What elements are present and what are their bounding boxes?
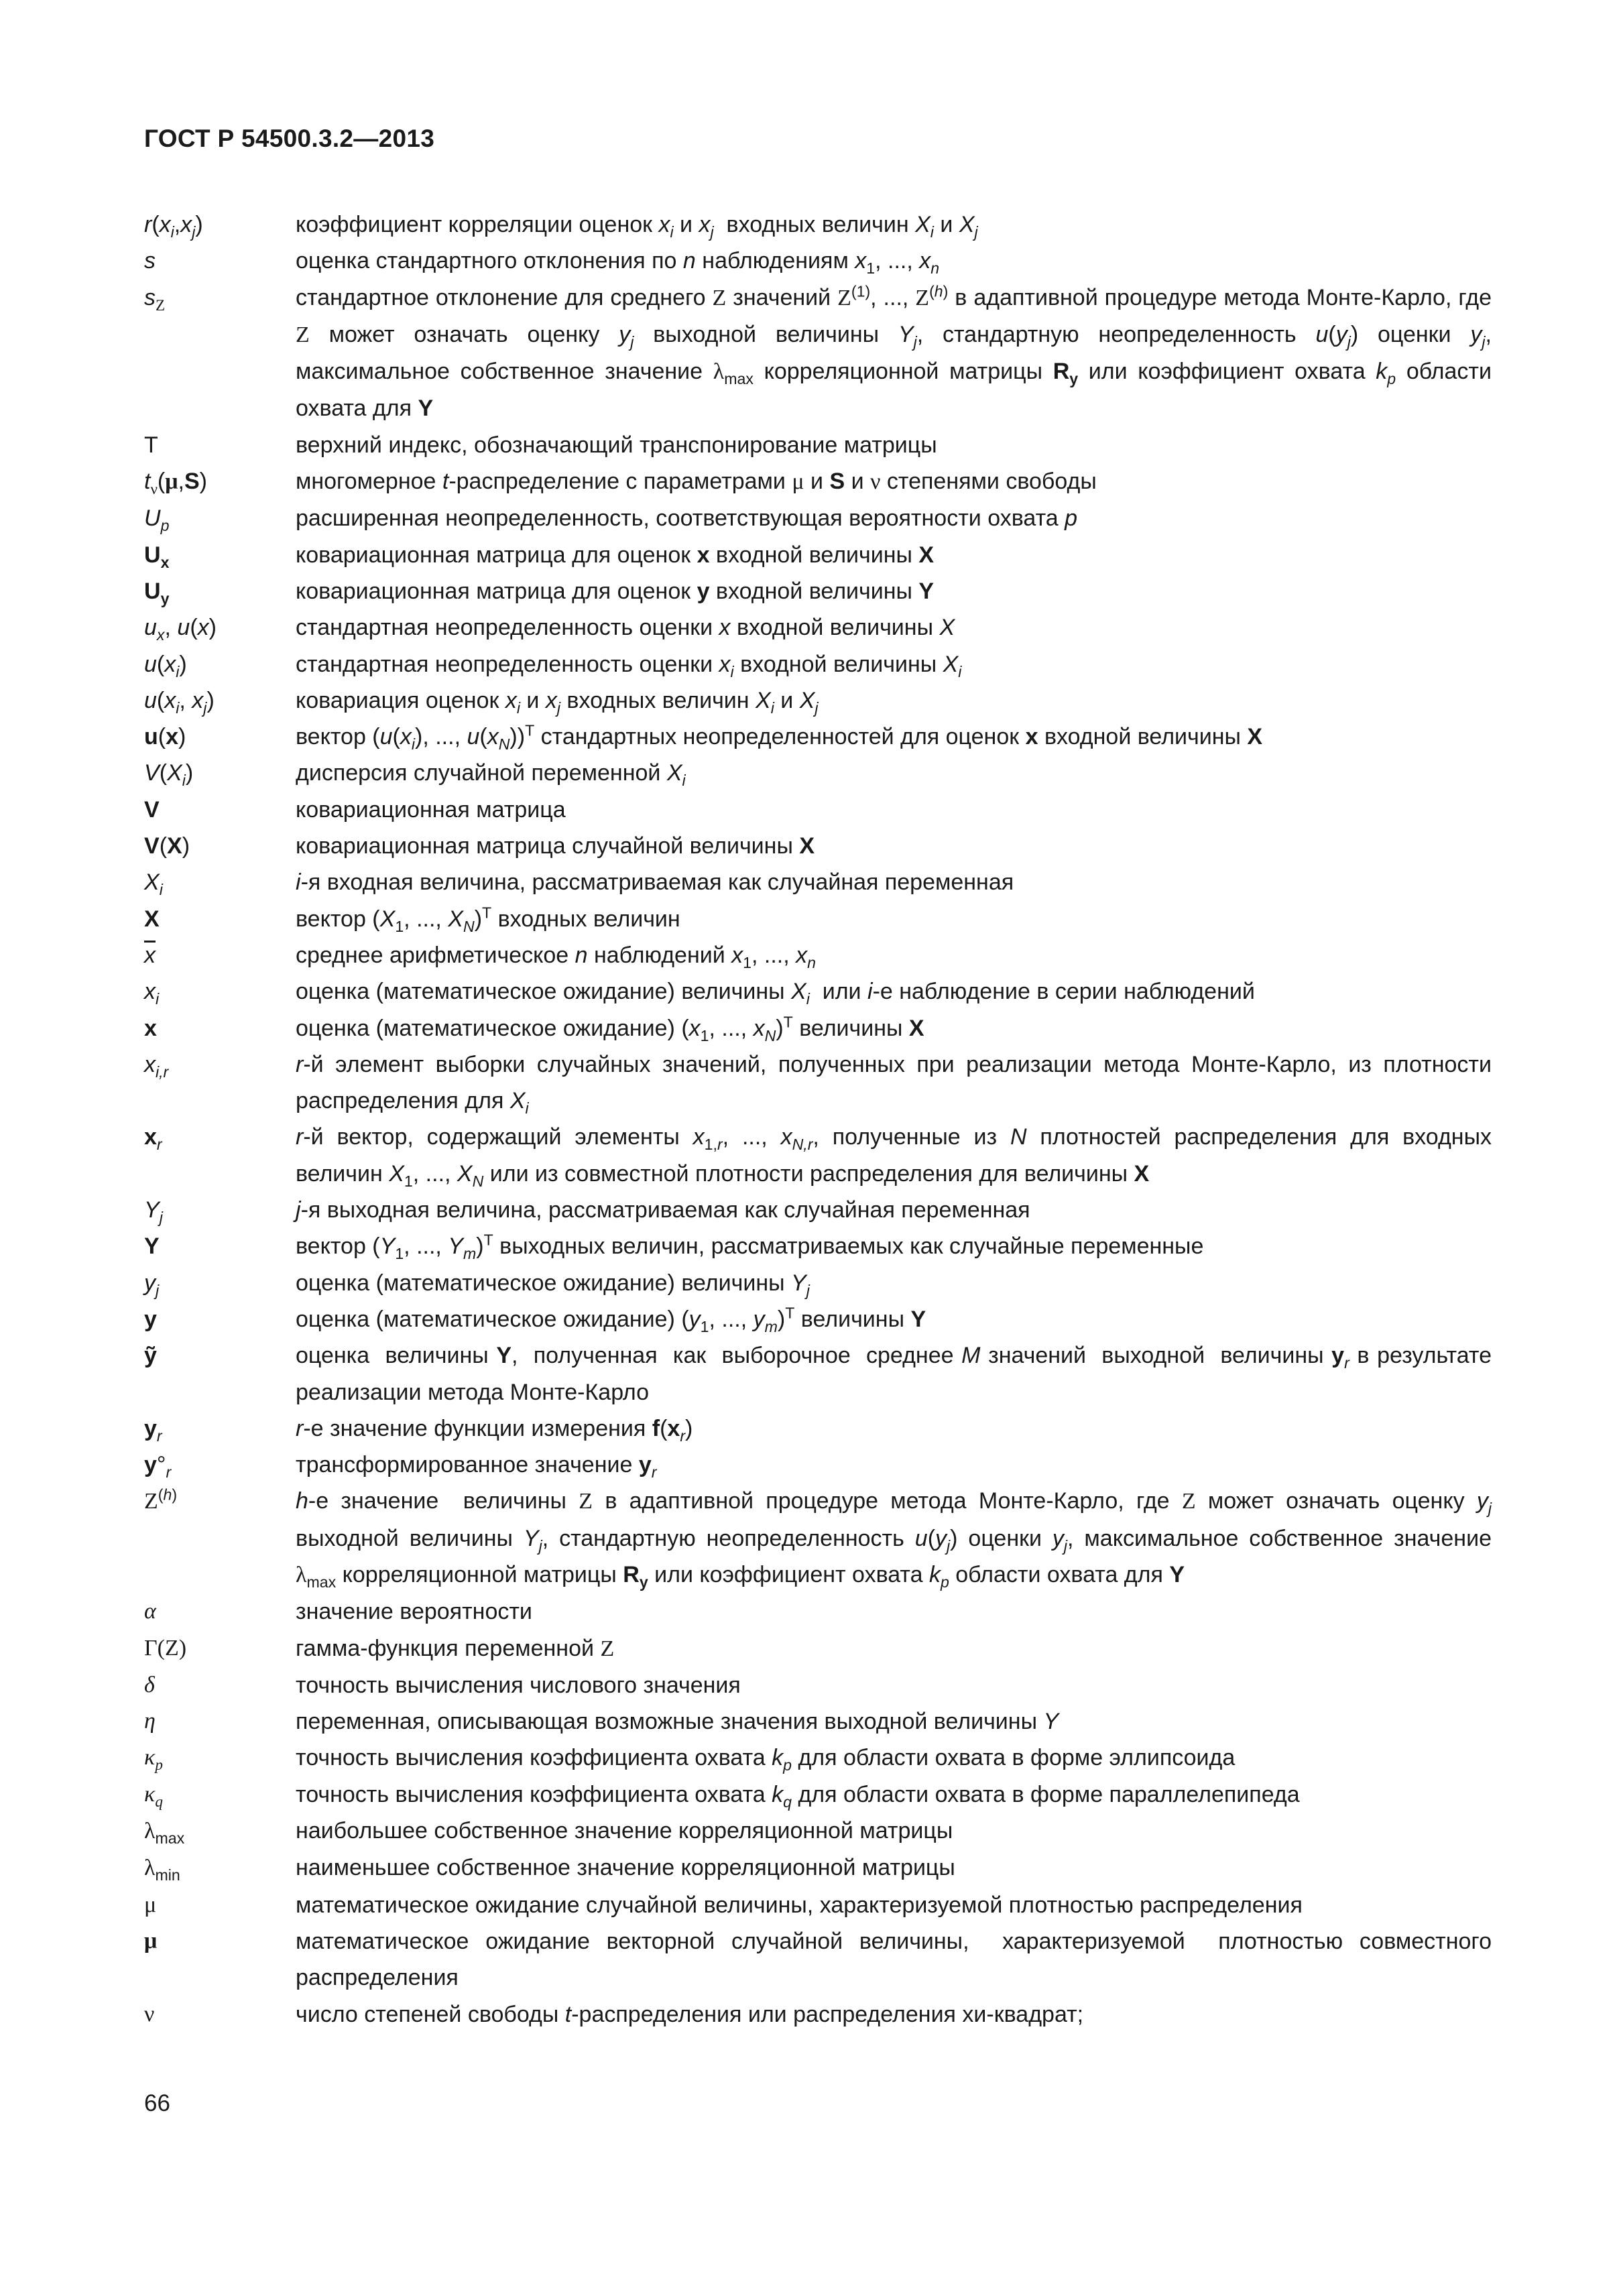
- entry-description: стандартная неопределенность оценки $x_i$ входной величины $X_i$: [296, 651, 962, 680]
- glossary-entry: [144, 1630, 1492, 1667]
- entry-description: точность вычисления числового значения: [296, 1672, 741, 1698]
- entry-symbol: $u(x_i$, $x_j$): [144, 687, 215, 717]
- entry-symbol: $U_p$: [144, 505, 170, 535]
- entry-description: вектор ($u(x_i)$, ..., $u(x_N))^T$ стандартных неопределенностей для оценок x входной величины X: [296, 721, 1263, 753]
- glossary-entry: [144, 1119, 1492, 1192]
- entry-description: переменная, описывающая возможные значения выходной величины Y: [296, 1709, 1059, 1735]
- entry-symbol: μ: [144, 1892, 157, 1917]
- glossary-entry: [144, 1265, 1492, 1301]
- entry-description: наибольшее собственное значение корреляционной матрицы: [296, 1818, 953, 1844]
- entry-symbol: $s_Z$: [144, 284, 166, 314]
- glossary-entry: [144, 463, 1492, 500]
- entry-symbol: Γ(Z): [144, 1635, 187, 1660]
- entry-symbol: $V(X_i)$: [144, 760, 194, 790]
- entry-description: точность вычисления коэффициента охвата $k_p$ для области охвата в форме эллипсоида: [296, 1745, 1236, 1774]
- entry-description: трансформированное значение $y_r$: [296, 1452, 657, 1481]
- symbols-glossary: [144, 206, 1492, 2033]
- entry-description: среднее арифметическое n наблюдений $x_1$, ..., $x_n$: [296, 942, 816, 971]
- entry-symbol: μ: [144, 1928, 158, 1953]
- entry-symbol: $\lambda_{min}$: [144, 1856, 180, 1884]
- entry-description: оценка (математическое ожидание) величины $Y_j$: [296, 1270, 810, 1299]
- entry-description: расширенная неопределенность, соответствующая вероятности охвата p: [296, 505, 1078, 532]
- entry-description: i-я входная величина, рассматриваемая как случайная переменная: [296, 869, 1014, 896]
- entry-symbol: $U_y$: [144, 578, 170, 607]
- glossary-entry: [144, 973, 1492, 1010]
- glossary-entry: [144, 427, 1492, 463]
- entry-description: r-й элемент выборки случайных значений, полученных при реализации метода Монте-Карло, из плотности распределения для $X_i$: [296, 1051, 1492, 1117]
- glossary-entry: [144, 1337, 1492, 1410]
- entry-description: ковариационная матрица для оценок x входной величины X: [296, 542, 935, 568]
- entry-symbol: X: [144, 906, 160, 932]
- entry-description: оценка (математическое ожидание) ($y_1$, ..., $y_m)^T$ величины Y: [296, 1304, 926, 1335]
- entry-description: гамма-функция переменной Z: [296, 1635, 615, 1661]
- entry-description: ковариация оценок $x_i$ и $x_j$ входных величин $X_i$ и $X_j$: [296, 687, 819, 717]
- entry-description: оценка (математическое ожидание) величины $X_i$ или i-е наблюдение в серии наблюдений: [296, 979, 1255, 1008]
- entry-description: ковариационная матрица: [296, 796, 566, 823]
- entry-symbol: $x_i$: [144, 979, 160, 1008]
- entry-description: дисперсия случайной переменной $X_i$: [296, 760, 686, 790]
- glossary-entry: [144, 1703, 1492, 1740]
- page-number: 66: [144, 2090, 170, 2116]
- entry-symbol: $r(x_i,x_j)$: [144, 212, 203, 241]
- entry-symbol: $\kappa_q$: [144, 1781, 163, 1811]
- entry-description: r-й вектор, содержащий элементы $x_{1,r}$, ..., $x_{N,r}$, полученные из N плотностей распределения для входных величин $X_1$, ..., $X_N$ или из совместной плотности распределения для величины X: [296, 1124, 1492, 1190]
- glossary-entry: [144, 243, 1492, 279]
- entry-description: многомерное t-распределение с параметрами μ и S и ν степенями свободы: [296, 469, 1097, 495]
- entry-description: j-я выходная величина, рассматриваемая как случайная переменная: [296, 1197, 1030, 1223]
- entry-symbol: T: [144, 432, 158, 458]
- entry-symbol: $t_\nu(\mu,S)$: [144, 469, 207, 498]
- glossary-entry: [144, 864, 1492, 900]
- entry-description: вектор ($X_1$, ..., $X_N)^T$ входных величин: [296, 904, 680, 935]
- entry-symbol: $X_i$: [144, 869, 163, 899]
- entry-symbol: $Z^{(h)}$: [144, 1486, 178, 1514]
- entry-symbol: y: [144, 1306, 157, 1332]
- glossary-entry: [144, 682, 1492, 719]
- entry-symbol: V(X): [144, 833, 190, 859]
- entry-description: верхний индекс, обозначающий транспонирование матрицы: [296, 432, 937, 458]
- entry-symbol: δ: [144, 1672, 155, 1697]
- glossary-entry: [144, 609, 1492, 646]
- glossary-entry: [144, 1850, 1492, 1886]
- entry-description: число степеней свободы t-распределения или распределения хи-квадрат;: [296, 2001, 1084, 2027]
- page-header: ГОСТ Р 54500.3.2—2013: [144, 125, 435, 152]
- glossary-entry: [144, 1740, 1492, 1776]
- entry-symbol: $x_r$: [144, 1124, 162, 1154]
- entry-symbol: $U_x$: [144, 542, 170, 571]
- glossary-entry: [144, 573, 1492, 609]
- entry-description: математическое ожидание векторной случайной величины, характеризуемой плотностью совместного распределения: [296, 1928, 1492, 1991]
- glossary-entry: [144, 1483, 1492, 1593]
- entry-description: оценка величины Y, полученная как выборочное среднее M значений выходной величины $y_r$ в результате реализации метода Монте-Карло: [296, 1343, 1492, 1405]
- glossary-entry: [144, 1447, 1492, 1483]
- glossary-entry: [144, 1996, 1492, 2033]
- entry-symbol: Y: [144, 1233, 160, 1260]
- glossary-entry: [144, 1923, 1492, 1996]
- glossary-entry: [144, 755, 1492, 791]
- entry-description: ковариационная матрица для оценок y входной величины Y: [296, 578, 935, 604]
- entry-symbol: η: [144, 1709, 156, 1734]
- entry-symbol: $\lambda_{max}$: [144, 1819, 185, 1847]
- glossary-entry: [144, 719, 1492, 755]
- entry-description: h-е значение величины Z в адаптивной процедуре метода Монте-Карло, где Z может означать оценку $y_j$ выходной величины $Y_j$, стандартную неопределенность $u(y_j)$ оценки $y_j$, максимальное собственное значение $\lambda_{max}$ корреляционной матрицы $R_y$ или коэффициент охвата $k_p$ области охвата для Y: [296, 1488, 1492, 1591]
- glossary-entry: [144, 792, 1492, 828]
- glossary-entry: [144, 500, 1492, 536]
- entry-description: ковариационная матрица случайной величины X: [296, 833, 815, 859]
- glossary-entry: [144, 1667, 1492, 1703]
- entry-symbol: $y_r$: [144, 1415, 162, 1445]
- glossary-entry: [144, 1813, 1492, 1850]
- entry-symbol: x: [144, 1015, 157, 1041]
- glossary-entry: [144, 1887, 1492, 1923]
- entry-symbol: ỹ: [144, 1343, 157, 1369]
- entry-symbol: ν: [144, 2001, 155, 2027]
- glossary-entry: [144, 280, 1492, 427]
- glossary-entry: [144, 901, 1492, 937]
- glossary-entry: [144, 1046, 1492, 1120]
- glossary-entry: [144, 537, 1492, 573]
- glossary-entry: [144, 1010, 1492, 1046]
- entry-symbol: $\overline{x}$: [144, 942, 156, 968]
- entry-description: стандартная неопределенность оценки x входной величины X: [296, 615, 955, 641]
- entry-symbol: $y^\circ_r$: [144, 1452, 172, 1481]
- entry-symbol: u(x): [144, 724, 186, 750]
- entry-description: стандартное отклонение для среднего Z значений $Z^{(1)}$, ..., $Z^{(h)}$ в адаптивной процедуре метода Монте-Карло, где Z может означать оценку $y_j$ выходной величины $Y_j$, стандартную неопределенность $u(y_j)$ оценки $y_j$, максимальное собственное значение $\lambda_{max}$ корреляционной матрицы $R_y$ или коэффициент охвата $k_p$ области охвата для Y: [296, 282, 1492, 422]
- glossary-entry: [144, 828, 1492, 864]
- glossary-entry: [144, 1228, 1492, 1264]
- entry-symbol: $u_x$, u(x): [144, 615, 217, 644]
- entry-description: вектор ($Y_1$, ..., $Y_m)^T$ выходных величин, рассматриваемых как случайные переменные: [296, 1231, 1204, 1263]
- glossary-entry: [144, 1192, 1492, 1228]
- entry-description: оценка стандартного отклонения по n наблюдениям $x_1$, ..., $x_n$: [296, 248, 940, 278]
- entry-description: математическое ожидание случайной величины, характеризуемой плотностью распределения: [296, 1892, 1303, 1918]
- entry-description: значение вероятности: [296, 1599, 532, 1625]
- entry-description: наименьшее собственное значение корреляционной матрицы: [296, 1855, 955, 1881]
- entry-description: коэффициент корреляции оценок $x_i$ и $x_j$ входных величин $X_i$ и $X_j$: [296, 212, 978, 241]
- entry-description: оценка (математическое ожидание) ($x_1$, ..., $x_N)^T$ величины X: [296, 1013, 924, 1044]
- glossary-entry: [144, 1301, 1492, 1337]
- glossary-entry: [144, 1776, 1492, 1813]
- glossary-entry: [144, 646, 1492, 682]
- entry-symbol: $u(x_i)$: [144, 651, 187, 680]
- entry-symbol: $\kappa_p$: [144, 1745, 163, 1774]
- entry-description: r-е значение функции измерения $f(x_r)$: [296, 1415, 693, 1445]
- entry-symbol: s: [144, 248, 156, 274]
- glossary-entry: [144, 1410, 1492, 1447]
- glossary-entry: [144, 937, 1492, 973]
- entry-symbol: V: [144, 796, 160, 823]
- entry-symbol: $y_j$: [144, 1270, 160, 1299]
- glossary-entry: [144, 206, 1492, 243]
- entry-description: точность вычисления коэффициента охвата $k_q$ для области охвата в форме параллелепипеда: [296, 1781, 1300, 1811]
- glossary-entry: [144, 1593, 1492, 1630]
- entry-symbol: $Y_j$: [144, 1197, 163, 1226]
- entry-symbol: $x_{i,r}$: [144, 1051, 169, 1081]
- entry-symbol: α: [144, 1599, 156, 1624]
